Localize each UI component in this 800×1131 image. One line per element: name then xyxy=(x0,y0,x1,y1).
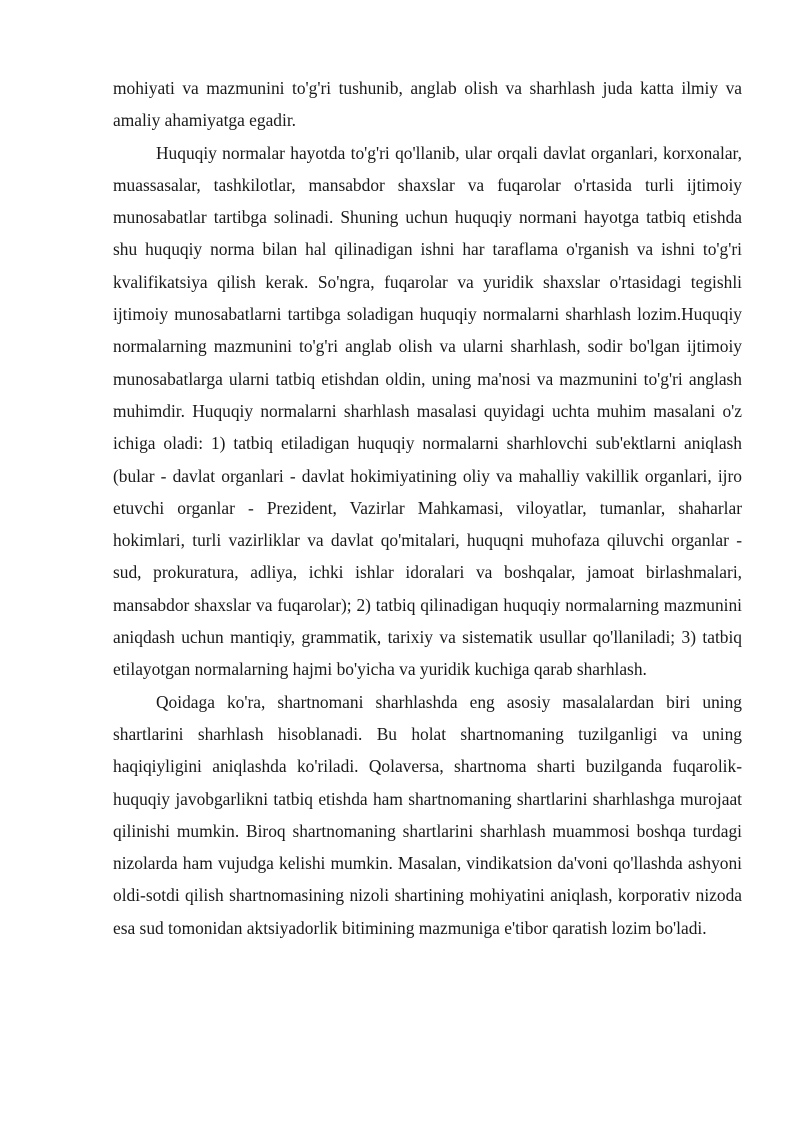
document-page xyxy=(113,72,742,944)
paragraph-contract-interpretation: Qoidaga ko'ra, shartnomani sharhlashda eng asosiy masalalardan biri uning shartlarini sharhlash hisoblanadi. Bu holat shartnomaning tuzilganligi va uning haqiqiyligini aniqlashda ko'riladi. Qolaversa, shartnoma sharti buzilganda fuqarolik-huquqiy javobgarlikni tatbiq etishda ham shartnomaning shartlarini sharhlashga murojaat qilinishi mumkin. Biroq shartnomaning shartlarini sharhlash muammosi boshqa turdagi nizolarda ham vujudga kelishi mumkin. Masalan, vindikatsion da'voni qo'llashda ashyoni oldi-sotdi qilish shartnomasining nizoli shartining mohiyatini aniqlash, korporativ nizoda esa sud tomonidan aktsiyadorlik bitimining mazmuniga e'tibor qaratish lozim bo'ladi. xyxy=(113,691,742,938)
paragraph-continuation: mohiyati va mazmunini to'g'ri tushunib, anglab olish va sharhlash juda katta ilmiy va amaliy ahamiyatga egadir. xyxy=(113,78,742,131)
paragraph-legal-norms: Huquqiy normalar hayotda to'g'ri qo'llanib, ular orqali davlat organlari, korxonalar, muassasalar, tashkilotlar, mansabdor shaxslar va fuqarolar o'rtasida turli ijtimoiy munosabatlar tartibga solinadi. Shuning uchun huquqiy normani hayotga tatbiq etishda shu huquqiy norma bilan hal qilinadigan ishni har taraflama o'rganish va ishni to'g'ri kvalifikatsiya qilish kerak. So'ngra, fuqarolar va yuridik shaxslar o'rtasidagi tegishli ijtimoiy munosabatlarni tartibga soladigan huquqiy normalarni sharhlash lozim.Huquqiy normalarning mazmunini to'g'ri anglab olish va ularni sharhlash, sodir bo'lgan ijtimoiy munosabatlarga ularni tatbiq etishdan oldin, uning ma'nosi va mazmunini to'g'ri anglash muhimdir. Huquqiy normalarni sharhlash masalasi quyidagi uchta muhim masalani o'z ichiga oladi: 1) tatbiq etiladigan huquqiy normalarni sharhlovchi sub'ektlarni aniqlash (bular - davlat organlari - davlat hokimiyatining oliy va mahalliy vakillik organlari, ijro etuvchi organlar - Prezident, Vazirlar Mahkamasi, viloyatlar, tumanlar, shaharlar hokimlari, turli vazirliklar va davlat qo'mitalari, huquqni muhofaza qiluvchi organlar - sud, prokuratura, adliya, ichki ishlar idoralari va boshqalar, jamoat birlashmalari, mansabdor shaxslar va fuqarolar); 2) tatbiq qilinadigan huquqiy normalarning mazmunini aniqdash uchun mantiqiy, grammatik, tarixiy va sistematik usullar qo'llaniladi; 3) tatbiq etilayotgan normalarning hajmi bo'yicha va yuridik kuchiga qarab sharhlash. xyxy=(113,142,742,680)
